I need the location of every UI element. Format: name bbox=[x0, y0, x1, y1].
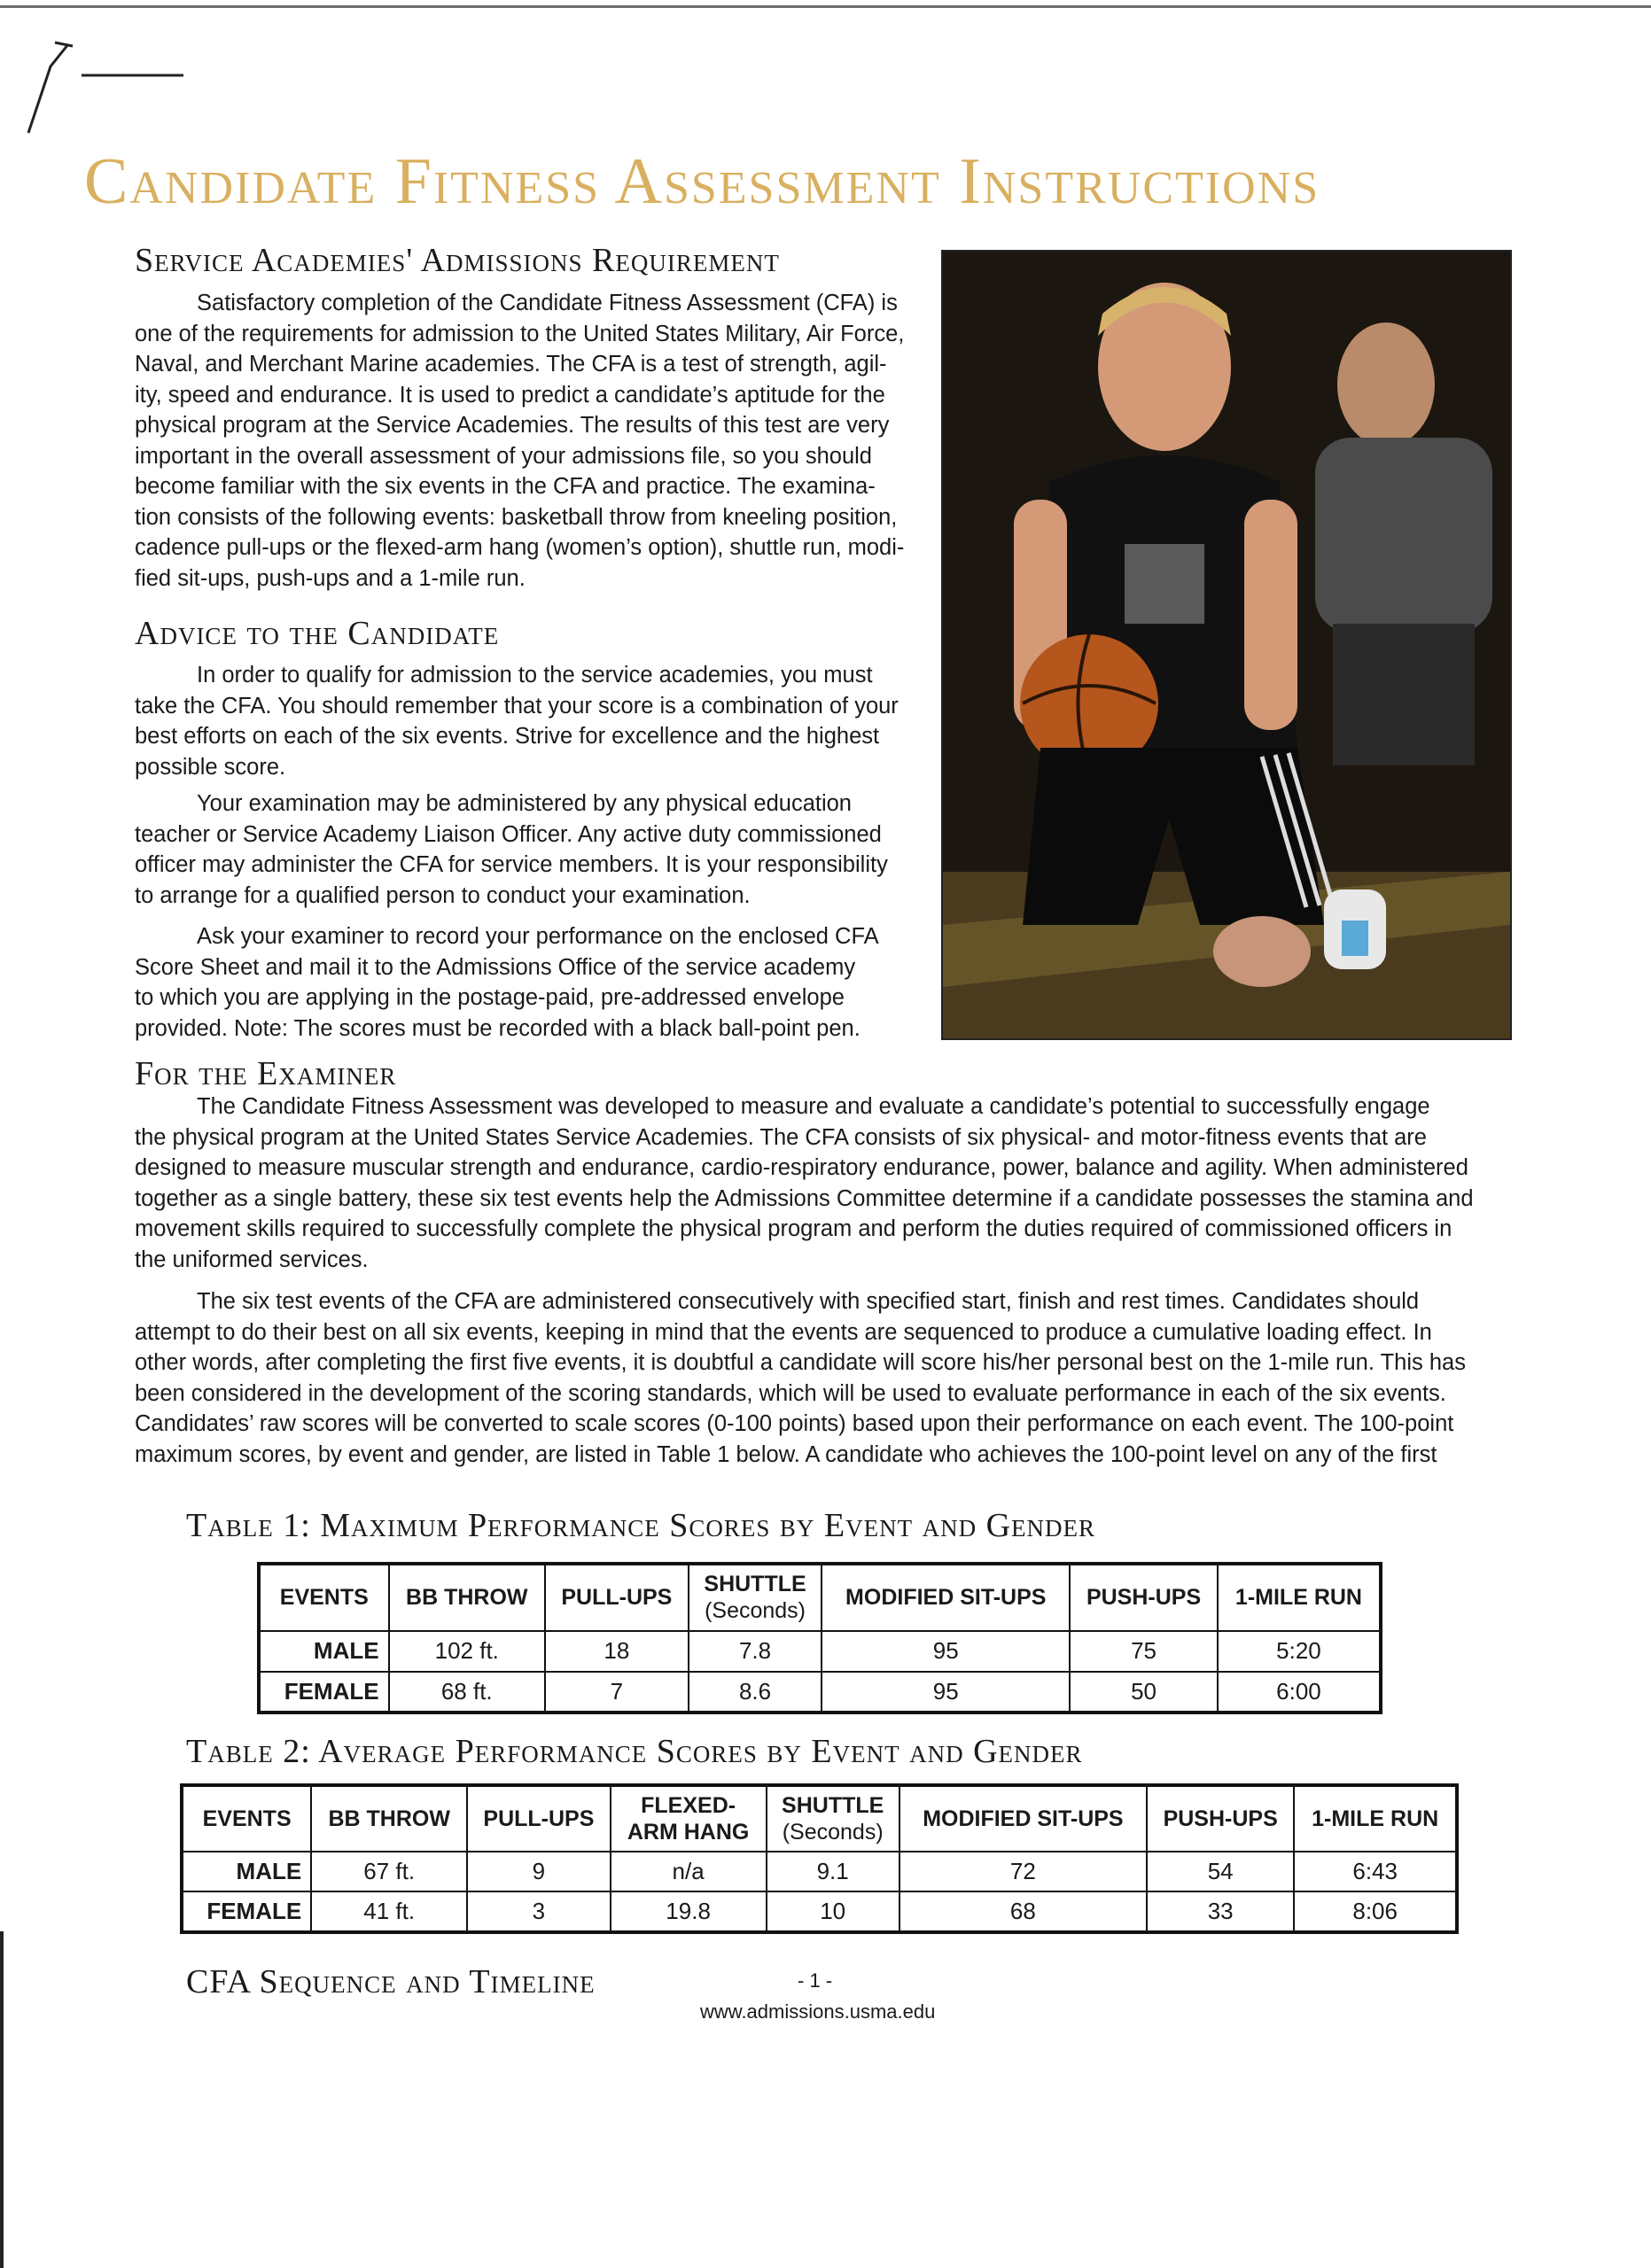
scan-edge bbox=[0, 1931, 4, 2268]
table-header-row bbox=[259, 1564, 1381, 1631]
scan-top-line bbox=[0, 5, 1651, 8]
table-row bbox=[259, 1631, 1381, 1672]
table1-title: Table 1: Maximum Performance Scores by Event and Gender bbox=[186, 1507, 1096, 1544]
footer-url: www.admissions.usma.edu bbox=[700, 2000, 936, 2023]
table-row bbox=[182, 1852, 1457, 1892]
paragraph-advice-3: Ask your examiner to record your performance on the enclosed CFA Score Sheet and mail it to the Admissions Office of the service academy to which you are applying in the postage-paid, pre-addressed envelope provided. Note: The scores must be recorded with a black ball-point pen. bbox=[135, 924, 879, 1041]
header-sit-ups: MODIFIED SIT-UPS bbox=[822, 1564, 1070, 1631]
table-cell: 8.6 bbox=[689, 1672, 822, 1713]
table-cell: 18 bbox=[545, 1631, 689, 1672]
table-cell: 6:43 bbox=[1294, 1852, 1457, 1892]
table-cell: 5:20 bbox=[1218, 1631, 1381, 1672]
table-avg-scores bbox=[180, 1783, 1459, 1934]
page-number: - 1 - bbox=[798, 1969, 833, 1992]
header-shuttle: SHUTTLE (Seconds) bbox=[767, 1785, 899, 1852]
table-cell: 75 bbox=[1070, 1631, 1218, 1672]
paragraph-examiner-2: The six test events of the CFA are administered consecutively with specified start, finish and rest times. Candidates should attempt to do their best on all six events, keeping in mind that the events are sequenced to produce a cumulative loading effect. In other words, after completing the first five events, it is doubtful a candidate will score his/her personal best on the 1-mile run. This has been considered in the development of the scoring standards, which will be used to evaluate performance in each of the six events. Candidates’ raw scores will be converted to scale scores (0-100 points) based upon their performance on each event. The 100-point maximum scores, by event and gender, are listed in Table 1 below. A candidate who achieves the 100-point level on any of the first bbox=[135, 1289, 1466, 1467]
header-pull-ups: PULL-UPS bbox=[467, 1785, 610, 1852]
paragraph-advice-1: In order to qualify for admission to the service academies, you must take the CFA. You should remember that your score is a combination of your best efforts on each of the six events. Strive for excellence and the highest possible score. bbox=[135, 663, 899, 780]
heading-sequence-timeline: CFA Sequence and Timeline bbox=[186, 1963, 596, 2000]
table-cell: 50 bbox=[1070, 1672, 1218, 1713]
row-label-male: MALE bbox=[182, 1852, 311, 1892]
header-bb-throw: BB THROW bbox=[389, 1564, 545, 1631]
table-cell: 7 bbox=[545, 1672, 689, 1713]
photo-illustration bbox=[943, 252, 1510, 1038]
table-header-row bbox=[182, 1785, 1457, 1852]
table-cell: 95 bbox=[822, 1631, 1070, 1672]
table-cell: 102 ft. bbox=[389, 1631, 545, 1672]
paragraph-examiner-1: The Candidate Fitness Assessment was developed to measure and evaluate a candidate’s potential to successfully engage the physical program at the United States Service Academies. The CFA consists of six physical- and motor-fitness events that are designed to measure muscular strength and endurance, cardio-respiratory endurance, power, balance and agility. When administered together as a single battery, these six test events help the Admissions Committee determine if a candidate possesses the stamina and movement skills required to successfully complete the physical program and perform the duties required of commissioned officers in the uniformed services. bbox=[135, 1094, 1474, 1272]
header-push-ups: PUSH-UPS bbox=[1147, 1785, 1294, 1852]
heading-advice: Advice to the Candidate bbox=[135, 615, 500, 652]
table-row bbox=[259, 1672, 1381, 1713]
header-events: EVENTS bbox=[182, 1785, 311, 1852]
table-cell: 8:06 bbox=[1294, 1891, 1457, 1932]
table-cell: 19.8 bbox=[611, 1891, 767, 1932]
table-cell: 33 bbox=[1147, 1891, 1294, 1932]
table-cell: 41 ft. bbox=[311, 1891, 467, 1932]
table-cell: 9 bbox=[467, 1852, 610, 1892]
table-cell: 3 bbox=[467, 1891, 610, 1932]
table-cell: 7.8 bbox=[689, 1631, 822, 1672]
basketball-candidate-photo bbox=[941, 250, 1512, 1040]
page-title: Candidate Fitness Assessment Instructions bbox=[84, 145, 1320, 218]
header-mile-run: 1-MILE RUN bbox=[1294, 1785, 1457, 1852]
paragraph-requirement: Satisfactory completion of the Candidate Fitness Assessment (CFA) is one of the requirements for admission to the United States Military, Air Force, Naval, and Merchant Marine academies. The CFA is a test of strength, agil- ity, speed and endurance. It is used to predict a candidate’s aptitude for the physical program at the Service Academies. The results of this test are very important in the overall assessment of your admissions file, so you should become familiar with the six events in the CFA and practice. The examina- tion consists of the following events: basketball throw from kneeling position, cadence pull-ups or the flexed-arm hang (women’s option), shuttle run, modi- fied sit-ups, push-ups and a 1-mile run. bbox=[135, 291, 905, 591]
table-cell: 54 bbox=[1147, 1852, 1294, 1892]
row-label-male: MALE bbox=[259, 1631, 389, 1672]
header-events: EVENTS bbox=[259, 1564, 389, 1631]
table-cell: 68 ft. bbox=[389, 1672, 545, 1713]
table-cell: 10 bbox=[767, 1891, 899, 1932]
table-cell: 9.1 bbox=[767, 1852, 899, 1892]
paragraph-advice-2: Your examination may be administered by any physical education teacher or Service Academy Liaison Officer. Any active duty commissioned officer may administer the CFA for service members. It is your responsibility to arrange for a qualified person to conduct your examination. bbox=[135, 791, 888, 908]
table-cell: 6:00 bbox=[1218, 1672, 1381, 1713]
header-shuttle: SHUTTLE (Seconds) bbox=[689, 1564, 822, 1631]
header-sit-ups: MODIFIED SIT-UPS bbox=[899, 1785, 1147, 1852]
row-label-female: FEMALE bbox=[182, 1891, 311, 1932]
table-cell: 67 ft. bbox=[311, 1852, 467, 1892]
table-max-scores bbox=[257, 1562, 1382, 1714]
row-label-female: FEMALE bbox=[259, 1672, 389, 1713]
header-pull-ups: PULL-UPS bbox=[545, 1564, 689, 1631]
pen-mark bbox=[19, 35, 188, 142]
heading-admissions-requirement: Service Academies' Admissions Requirement bbox=[135, 242, 780, 279]
table-cell: 68 bbox=[899, 1891, 1147, 1932]
table-cell: 95 bbox=[822, 1672, 1070, 1713]
header-mile-run: 1-MILE RUN bbox=[1218, 1564, 1381, 1631]
table-cell: n/a bbox=[611, 1852, 767, 1892]
heading-for-examiner: For the Examiner bbox=[135, 1055, 397, 1092]
table-row bbox=[182, 1891, 1457, 1932]
header-flexed-arm-hang: FLEXED- ARM HANG bbox=[611, 1785, 767, 1852]
header-push-ups: PUSH-UPS bbox=[1070, 1564, 1218, 1631]
table2-title: Table 2: Average Performance Scores by Event and Gender bbox=[186, 1733, 1083, 1770]
table-cell: 72 bbox=[899, 1852, 1147, 1892]
header-bb-throw: BB THROW bbox=[311, 1785, 467, 1852]
